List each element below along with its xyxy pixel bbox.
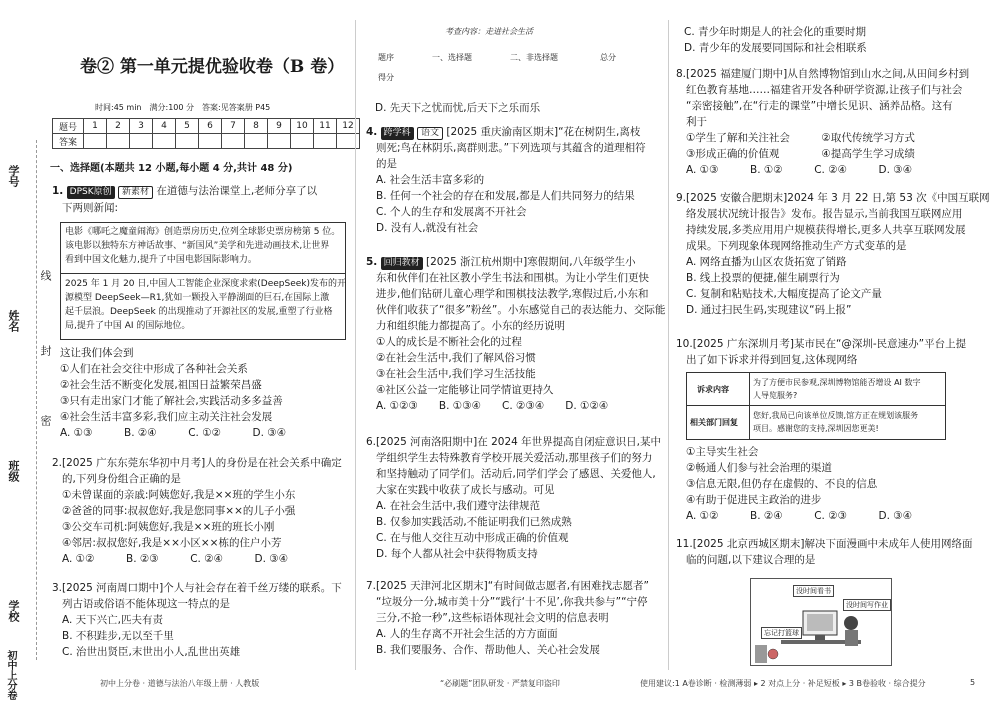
page-title: 卷② 第一单元提优验收卷（B 卷）: [80, 57, 345, 77]
score-head-1: 一、选择题: [432, 53, 472, 62]
side-name: 姓名: [7, 310, 20, 332]
answer-table: 题号 1 2 3 4 5 6 7 8 9 10 11 12 答案: [52, 118, 360, 149]
q7: 7.[2025 天津河北区期末]“有时间做志愿者,有困难找志愿者” “垃圾分一分,城市美十分”“践行‘十不见’,你我共参与”“宁停 三分,不抢一秒”,这些标语体现社会文明的信息表明 A. 人的生存离不开社会生活的方方面面 B. 我们要服务、合作、帮助他人、关心社会发展: [366, 580, 649, 656]
footer-left: 初中上分卷 · 道德与法治八年级上册 · 人教版: [100, 679, 260, 688]
column-divider: [668, 20, 669, 670]
bubble-2: 没时间写作业: [843, 599, 891, 611]
q11: 11.[2025 北京西城区期末]解决下面漫画中未成年人使用网络面 临的问题,以下建议合理的是: [676, 538, 973, 566]
answer-row-label: 答案: [53, 134, 84, 149]
side-dense: 密: [39, 415, 52, 426]
score-head-3: 总分: [600, 53, 616, 62]
exam-info: 考查内容：走进社会生活: [445, 27, 533, 36]
q1-stem: 1. DPSK原创 新素材 在道德与法治课堂上,老师分享了以: [52, 185, 318, 197]
side-line: 线: [39, 270, 52, 281]
bubble-1: 没时间看书: [793, 585, 834, 597]
score-head-0: 题序: [378, 53, 394, 62]
footer-right: 使用建议:1 A卷诊断 · 检测薄弱 ▸ 2 对点上分 · 补足短板 ▸ 3 B卷验收 · 综合提分: [640, 679, 926, 688]
q2: 2.[2025 广东东莞东华初中月考]人的身份是在社会关系中确定 的,下列身份组合正确的是 ①未曾谋面的亲戚:阿姨您好,我是××班的学生小东 ②爸爸的同事:叔叔您好,我是您同事××的儿子小强 ③公交车司机:阿姨您好,我是××班的班长小刚 ④邻居:叔叔您好,我是××小区××栋的住户小芳 A. ①② B. ②③ C. ②④ D. ③④: [52, 457, 342, 565]
answer-table-header: 题号: [53, 119, 84, 134]
bubble-3: 忘记打篮球: [761, 627, 802, 639]
column-divider: [355, 20, 356, 670]
q1-body: 这让我们体会到 ①人们在社会交往中形成了各种社会关系 ②社会生活不断变化发展,祖国日益繁荣昌盛 ③只有走出家门才能了解社会,实践活动多多益善 ④社会生活丰富多彩,我们应主动关注社会发展 A. ①③ B. ②④ C. ①② D. ③④: [60, 347, 287, 439]
side-seal: 封: [39, 345, 52, 356]
side-school: 学校: [7, 600, 20, 622]
side-brand: 初中上分卷: [5, 650, 16, 700]
q10-opts: ①主导实生社会 ②畅通人们参与社会治理的渠道 ③信息无限,但仍存在虚假的、不良的信息 ④有助于促进民主政治的进步 A. ①② B. ②④ C. ②③ D. ③④: [686, 446, 913, 522]
exam-meta: 时间:45 min 满分:100 分 答案:见答案册 P45: [95, 103, 271, 112]
q4: 4. 跨学科 语文 [2025 重庆渝南区期末]“花在树阴生,离枝 则死;鸟在林阴乐,离群则悲。”下列选项与其蕴含的道理相符 的是 A. 社会生活丰富多彩的 B. 任何一个社会的存在和发展,都是人们共同努力的结果 C. 个人的生存和发展离不开社会 D. 没有人,就没有社会: [366, 126, 646, 234]
q7-cd: C. 青少年时期是人的社会化的重要时期 D. 青少年的发展要同国际和社会相联系: [684, 26, 867, 54]
section-heading: 一、选择题(本题共 12 小题,每小题 4 分,共计 48 分): [50, 163, 293, 174]
side-study-id: 学号: [7, 165, 20, 187]
q9: 9.[2025 安徽合肥期末]2024 年 3 月 22 日,第 53 次《中国互联网 络发展状况统计报告》发布。报告显示,当前我国互联网应用 持续发展,多类应用用户规模获得增长,更多人共享互联网发展 成果。下列现象体现网络推动生产方式变革的是 A. 网络直播为山区农货拓宽了销路 B. 线上投票的便捷,催生刷票行为 C. 复制和粘贴技术,大幅度提高了论文产量 D. 通过扫民生码,实现建议“码上报”: [676, 192, 990, 316]
q10-table: 诉求内容 为了方便市民参观,深圳博物馆能否增设 AI 数字 人导览服务? 相关部门回复 您好,我局已向该单位反馈,馆方正在规划该服务 项目。感谢您的支持,深圳因您更美!: [686, 372, 946, 440]
page-number: 5: [970, 678, 976, 687]
score-head-2: 二、非选择题: [510, 53, 558, 62]
q6: 6.[2025 河南洛阳期中]在 2024 年世界提高自闭症意识日,某中 学组织学生去特殊教育学校开展关爱活动,那里孩子们的努力 和坚持触动了同学们。活动后,同学们学会了感恩、关爱他人, 大家在实践中收获了成长与感动。可见 A. 在社会生活中,我们遵守法律规范 B. 仅参加实践活动,不能证明我们已然成熟 C. 在与他人交往互动中形成正确的价值观 D. 每个人都从社会中获得物质支持: [366, 436, 662, 560]
footer-middle: “必刷题”团队研发 · 严禁复印盗印: [440, 679, 560, 688]
score-label: 得分: [378, 73, 394, 82]
tag-new-material: 新素材: [118, 186, 153, 199]
q5: 5. 回归教材 [2025 浙江杭州期中]寒假期间,八年级学生小 东和伙伴们在社区教小学生书法和围棋。为让小学生们更快 进步,他们钻研儿童心理学和围棋技法教学,寒假过后,小东和 伙伴们收获了“很多”粉丝”。小东感觉自己的表达能力、交际能 力和组织能力都提高了。小东的经历说明 ①人的成长是不断社会化的过程 ②在社会生活中,我们了解风俗习惯 ③在社会生活中,我们学习生活技能 ④社区公益一定能够让同学情谊更持久 A. ①②③ B. ①③④ C. ②③④ D. ①②④: [366, 256, 666, 412]
tag-dpsk: DPSK原创: [67, 186, 115, 199]
q8: 8.[2025 福建厦门期中]从自然博物馆到山水之间,从田间乡村到 红色教育基地……福建省开发各种研学资源,让孩子们与社会 “亲密接触”,在“行走的课堂”中增长见识、涵养品格。这有 利于 ①学生了解和关注社会 ②取代传统学习方式 ③形成正确的价值观 ④提高学生学习成绩 A. ①③ B. ①② C. ②④ D. ③④: [676, 68, 970, 176]
q3: 3.[2025 河南周口期中]个人与社会存在着千丝万缕的联系。下 列古语或俗语不能体现这一特点的是 A. 天下兴亡,匹夫有责 B. 不积跬步,无以至千里 C. 治世出贤臣,末世出小人,乱世出英雄: [52, 582, 342, 658]
binding-line: [36, 140, 37, 660]
side-class: 班级: [7, 460, 20, 482]
news-box: 电影《哪吒之魔童闹海》创造票房历史,位列全球影史票房榜第 5 位。 该电影以独特东方神话故事、“新国风”美学和先进动画技术,让世界 看到中国文化魅力,提升了中国电影国际影响力。 2025 年 1 月 20 日,中国人工智能企业深度求索(DeepSeek)发布的开 源模型 DeepSeek—R1,犹如一颗投入平静湖面的巨石,在国际上激 起千层浪。DeepSeek 的出现推动了开源社区的发展,重塑了行业格 局,提升了中国 AI 的国际地位。: [60, 222, 346, 340]
exam-page: 学号 姓名 班级 学校 初中上分卷 线 封 密 卷② 第一单元提优验收卷（B 卷） 时间:45 min 满分:100 分 答案:见答案册 P45 题号 1 2 3 4 5 6 7 8 9 10 11 12 答案 一、选择题(本题共 12 小题,每小题 4 分,共计 48 分) 1. DPSK原创 新素材 在道德与法治课堂上,老师分享了以 下两则新闻: 电影《哪吒之魔童闹海》创造票房历史,位列全球影史票房榜第 5 位。 该电影以独特东方神话故事、“新国风”美学和先进动画技术,让世界 看到中国文化魅力,提升了中国电影国际影响力。 2025 年 1 月 20 日,中国人工智能企业深度求索(DeepSeek)发布的开 源模型 DeepSeek—R1,犹如一颗投入平静湖面的巨石,在国际上激 起千层浪。DeepSeek 的出现推动了开源社区的发展,重塑了行业格 局,提升了中国 AI 的国际地位。 这让我们体会到 ①人们在社会交往中形成了各种社会关系 ②社会生活不断变化发展,祖国日益繁荣昌盛 ③只有走出家门才能了解社会,实践活动多多益善 ④社会生活丰富多彩,我们应主动关注社会发展 A. ①③ B. ②④ C. ①② D. ③④ 2.[2025 广东东莞东华初中月考]人的身份是在社会关系中确定 的,下列身份组合正确的是 ①未曾谋面的亲戚:阿姨您好,我是××班的学生小东 ②爸爸的同事:叔叔您好,我是您同事××的儿子小强 ③公交车司机:阿姨您好,我是××班的班长小刚 ④邻居:叔叔您好,我是××小区××栋的住户小芳 A. ①② B. ②③ C. ②④ D. ③④ 3.[2025 河南周口期中]个人与社会存在着千丝万缕的联系。下 列古语或俗语不能体现这一特点的是 A. 天下兴亡,匹夫有责 B. 不积跬步,无以至千里 C. 治世出贤臣,末世出小人,乱世出英雄 初中上分卷 · 道德与法治八年级上册 · 人教版 考查内容：走进社会生活 题序 一、选择题 二、非选择题 总分 得分 D. 先天下之忧而忧,后天下之乐而乐 4. 跨学科 语文 [2025 重庆渝南区期末]“花在树阴生,离枝 则死;鸟在林阴乐,离群则悲。”下列选项与其蕴含的道理相符 的是 A. 社会生活丰富多彩的 B. 任何一个社会的存在和发展,都是人们共同努力的结果 C. 个人的生存和发展离不开社会 D. 没有人,就没有社会 5. 回归教材 [2025 浙江杭州期中]寒假期间,八年级学生小 东和伙伴们在社区教小学生书法和围棋。为让小学生们更快 进步,他们钻研儿童心理学和围棋技法教学,寒假过后,小东和 伙伴们收获了“很多”粉丝”。小东感觉自己的表达能力、交际能 力和组织能力都提高了。小东的经历说明 ①人的成长是不断社会化的过程 ②在社会生活中,我们了解风俗习惯 ③在社会生活中,我们学习生活技能 ④社区公益一定能够让同学情谊更持久 A. ①②③ B. ①③④ C. ②③④ D. ①②④ 6.[2025 河南洛阳期中]在 2024 年世界提高自闭症意识日,某中 学组织学生去特殊教育学校开展关爱活动,那里孩子们的努力 和坚持触动了同学们。活动后,同学们学会了感恩、关爱他人, 大家在实践中收获了成长与感动。可见 A. 在社会生活中,我们遵守法律规范 B. 仅参加实践活动,不能证明我们已然成熟 C. 在与他人交往互动中形成正确的价值观 D. 每个人都从社会中获得物质支持 7.[2025 天津河北区期末]“有时间做志愿者,有困难找志愿者” “垃圾分一分,城市美十分”“践行‘十不见’,你我共参与”“宁停 三分,不抢一秒”,这些标语体现社会文明的信息表明 A. 人的生存离不开社会生活的方方面面 B. 我们要服务、合作、帮助他人、关心社会发展 “必刷题”团队研发 · 严禁复印盗印 C. 青少年时期是人的社会化的重要时期 D. 青少年的发展要同国际和社会相联系 8.[2025 福建厦门期中]从自然博物馆到山水之间,从田间乡村到 红色教育基地……福建省开发各种研学资源,让孩子们与社会 “亲密接触”,在“行走的课堂”中增长见识、涵养品格。这有 利于 ①学生了解和关注社会 ②取代传统学习方式 ③形成正确的价值观 ④提高学生学习成绩 A. ①③ B. ①② C. ②④ D. ③④ 9.[2025 安徽合肥期末]2024 年 3 月 22 日,第 53 次《中国互联网 络发展状况统计报告》发布。报告显示,当前我国互联网应用 持续发展,多类应用用户规模获得增长,更多人共享互联网发展 成果。下列现象体现网络推动生产方式变革的是 A. 网络直播为山区农货拓宽了销路 B. 线上投票的便捷,催生刷票行为 C. 复制和粘贴技术,大幅度提高了论文产量 D. 通过扫民生码,实现建议“码上报” 10.[2025 广东深圳月考]某市民在“@深圳-民意速办”平台上提 出了如下诉求并得到回复,这体现网络 诉求内容 为了方便市民参观,深圳博物馆能否增设 AI 数字 人导览服务? 相关部门回复 您好,我局已向该单位反馈,馆方正在规划该服务 项目。感谢您的支持,深圳因您更美! ①主导实生社会 ②畅通人们参与社会治理的渠道 ③信息无限,但仍存在虚假的、不良的信息 ④有助于促进民主政治的进步 A. ①② B. ②④ C. ②③ D. ③④ 11.[2025 北京西城区期末]解决下面漫画中未成年人使用网络面 临的问题,以下建议合理的是 没时间看书 没时间写作业 忘记打篮球 使用建议:1 A卷诊断 · 检测薄弱 ▸ 2 对点上分 · 补足短板 ▸ 3 B卷验收 · 综合提分 5: [0, 0, 1000, 708]
cartoon-illustration: [750, 578, 892, 666]
q10: 10.[2025 广东深圳月考]某市民在“@深圳-民意速办”平台上提 出了如下诉求并得到回复,这体现网络: [676, 338, 967, 366]
